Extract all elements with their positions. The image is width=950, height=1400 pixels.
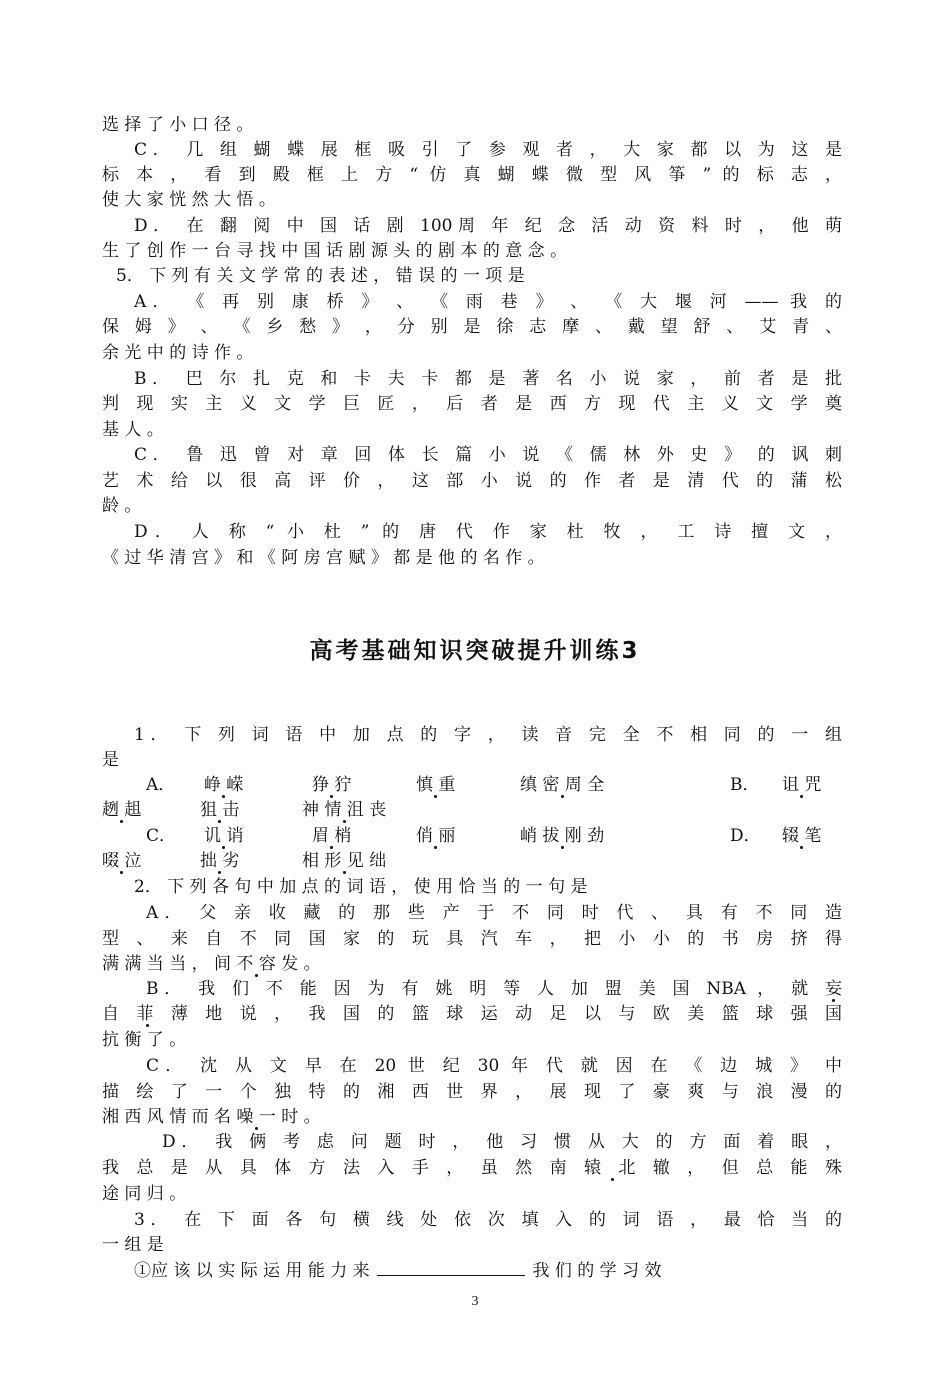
option-row-ab xyxy=(146,772,846,798)
option-row-cd xyxy=(146,823,846,849)
text-span: ， 但 总 能 殊 xyxy=(687,1158,842,1178)
question-stem: 1． 下 列 词 语 中 加 点 的 字 ， 读 音 完 全 不 相 同 的 一 组 xyxy=(134,725,842,745)
option-label: C． xyxy=(146,826,177,846)
text-span: 湘 西 风 情 而 xyxy=(102,1107,209,1127)
text-line: 生 了 创 作 一 台 寻 找 中 国 话 剧 源 头 的 剧 本 的 意 念 。 xyxy=(102,241,568,261)
dotted-word: 名 噪 一 时 xyxy=(214,1107,299,1127)
text-span: 。 xyxy=(303,954,321,974)
text-line: D． 在 翻 阅 中 国 话 剧 100周 年 纪 念 活 动 资 料 时 ， 他 萌 xyxy=(134,216,842,236)
option-line: D． 人 称 “ 小 杜 ” 的 唐 代 作 家 杜 牧 ， 工 诗 擅 文 ， xyxy=(134,522,842,542)
text-line: 艺 术 给 以 很 高 评 价 ， 这 部 小 说 的 作 者 是 清 代 的 蒲 松 xyxy=(102,471,842,491)
text-line xyxy=(102,951,842,977)
text-line xyxy=(102,1001,842,1027)
text-line: 标 本 ， 看 到 殿 框 上 方 “ 仿 真 蝴 蝶 微 型 风 筝 ” 的 标 志 ， xyxy=(102,165,842,185)
dotted-word: 峥 嵘 xyxy=(204,775,244,795)
question-stem: 2． 下 列 各 句 中 加 点 的 词 语 ， 使 用 恰 当 的 一 句 是 xyxy=(134,877,588,897)
text-line: 描 绘 了 一 个 独 特 的 湘 西 世 界 ， 展 现 了 豪 爽 与 浪 漫 的 xyxy=(102,1082,842,1102)
word xyxy=(102,848,141,874)
dotted-word: 辍 笔 xyxy=(782,826,822,846)
word xyxy=(204,772,243,798)
sentence-line xyxy=(134,1258,842,1284)
word xyxy=(312,772,351,798)
option-line: A． 父 亲 收 藏 的 那 些 产 于 不 同 时 代 、 具 有 不 同 造 xyxy=(146,903,842,923)
word xyxy=(302,848,386,874)
text-line: 《 过 华 清 宫 》 和 《 阿 房 宫 赋 》 都 是 他 的 名 作 。 xyxy=(102,548,545,568)
dotted-word: 趔 趄 xyxy=(102,800,142,820)
text-span: 我 总 是 从 具 体 方 法 入 手 ， 虽 然 xyxy=(102,1158,539,1178)
word xyxy=(416,772,455,798)
word xyxy=(102,797,141,823)
dotted-word: 自 菲 薄 xyxy=(102,1004,194,1024)
question-stem: 是 xyxy=(102,750,119,770)
dotted-word: 南 辕 北 辙 xyxy=(549,1158,676,1178)
option-line xyxy=(146,976,842,1002)
text-line: 选 择 了 小 口 径 。 xyxy=(102,115,254,135)
option-line: C． 鲁 迅 曾 对 章 回 体 长 篇 小 说 《 儒 林 外 史 》 的 讽 刺 xyxy=(134,445,842,465)
dotted-word: 狰 狞 xyxy=(312,775,352,795)
text-line: 使 大 家 恍 然 大 悟 。 xyxy=(102,190,276,210)
text-line: 龄 。 xyxy=(102,496,142,516)
page-number: 3 xyxy=(471,1294,479,1309)
option-line: C． 沈 从 文 早 在 20 世 纪 30 年 代 就 因 在 《 边 城 》 中 xyxy=(146,1056,842,1076)
dotted-word: 慎 重 xyxy=(416,775,456,795)
dotted-word: 俏 丽 xyxy=(416,826,456,846)
text-span: 。 xyxy=(303,1107,321,1127)
question-stem: 5． 下 列 有 关 文 学 常 的 表 述 ， 错 误 的 一 项 是 xyxy=(116,266,525,286)
word xyxy=(312,823,351,849)
text-span: 我 们 的 学 习 效 xyxy=(532,1261,662,1281)
question-stem: 3． 在 下 面 各 句 横 线 处 依 次 填 入 的 词 语 ， 最 恰 当 的 xyxy=(134,1210,842,1230)
dotted-word: 眉 梢 xyxy=(312,826,352,846)
word xyxy=(416,823,455,849)
option-row xyxy=(102,848,842,874)
text-line: 判 现 实 主 义 文 学 巨 匠 ， 后 者 是 西 方 现 代 主 义 文 学 奠 xyxy=(102,394,842,414)
option-label: D． xyxy=(730,826,761,846)
text-span: B． 我 们 不 能 因 为 有 姚 明 等 人 加 盟 美 国 NBA ， 就 xyxy=(146,979,814,999)
text-line: 基 人 。 xyxy=(102,420,164,440)
word xyxy=(520,823,604,849)
text-span: 地 说 ， 我 国 的 篮 球 运 动 足 以 与 欧 美 篮 球 强 国 xyxy=(205,1004,842,1024)
text-line: C． 几 组 蝴 蝶 展 框 吸 引 了 参 观 者 ， 大 家 都 以 为 这 是 xyxy=(134,140,842,160)
section-title: 高考基础知识突破提升训练3 xyxy=(309,638,641,664)
dotted-word: 缜 密 周 全 xyxy=(520,775,605,795)
option-line: D． 我 俩 考 虑 问 题 时 ， 他 习 惯 从 大 的 方 面 着 眼 ， xyxy=(162,1132,842,1152)
word xyxy=(204,823,243,849)
dotted-word: 讥 诮 xyxy=(204,826,244,846)
text-span: ①应 该 以 实 际 运 用 能 力 来 xyxy=(134,1261,370,1281)
option-line: A． 《 再 别 康 桥 》 、 《 雨 巷 》 、 《 大 堰 河 —— 我 的 xyxy=(134,292,842,312)
text-line xyxy=(102,1155,842,1181)
option-label: A． xyxy=(146,775,176,795)
text-line: 型 、 来 自 不 同 国 家 的 玩 具 汽 车 ， 把 小 小 的 书 房 挤 得 xyxy=(102,929,842,949)
dotted-word: 峭 拔 刚 劲 xyxy=(520,826,605,846)
word xyxy=(200,848,239,874)
option-line: B． 巴 尔 扎 克 和 卡 夫 卡 都 是 著 名 小 说 家 ， 前 者 是 批 xyxy=(134,369,842,389)
dotted-word: 间 不 容 发 xyxy=(214,954,299,974)
option-row xyxy=(102,797,842,823)
dotted-word: 狙 击 xyxy=(200,800,240,820)
word xyxy=(520,772,604,798)
text-line: 余 光 中 的 诗 作 。 xyxy=(102,343,254,363)
fill-in-blank xyxy=(377,1259,525,1276)
question-stem: 一 组 是 xyxy=(102,1235,164,1255)
dotted-word: 啜 泣 xyxy=(102,851,142,871)
word xyxy=(302,797,386,823)
text-span: 满 满 当 当 ， xyxy=(102,954,209,974)
dotted-word: 神 情 沮 丧 xyxy=(302,800,387,820)
text-line: 途 同 归 。 xyxy=(102,1184,187,1204)
option-label: B． xyxy=(730,775,760,795)
dotted-word: 相 形 见 绌 xyxy=(302,851,387,871)
dotted-word: 拙 劣 xyxy=(200,851,240,871)
word xyxy=(200,797,239,823)
dotted-word: 诅 咒 xyxy=(782,775,822,795)
word xyxy=(782,823,821,849)
text-line xyxy=(102,1104,842,1130)
dotted-word: 妄 xyxy=(825,979,842,999)
text-line: 抗 衡 了 。 xyxy=(102,1030,187,1050)
text-line: 保 姆 》 、 《 乡 愁 》 ， 分 别 是 徐 志 摩 、 戴 望 舒 、 艾 青 、 xyxy=(102,317,842,337)
word xyxy=(782,772,821,798)
